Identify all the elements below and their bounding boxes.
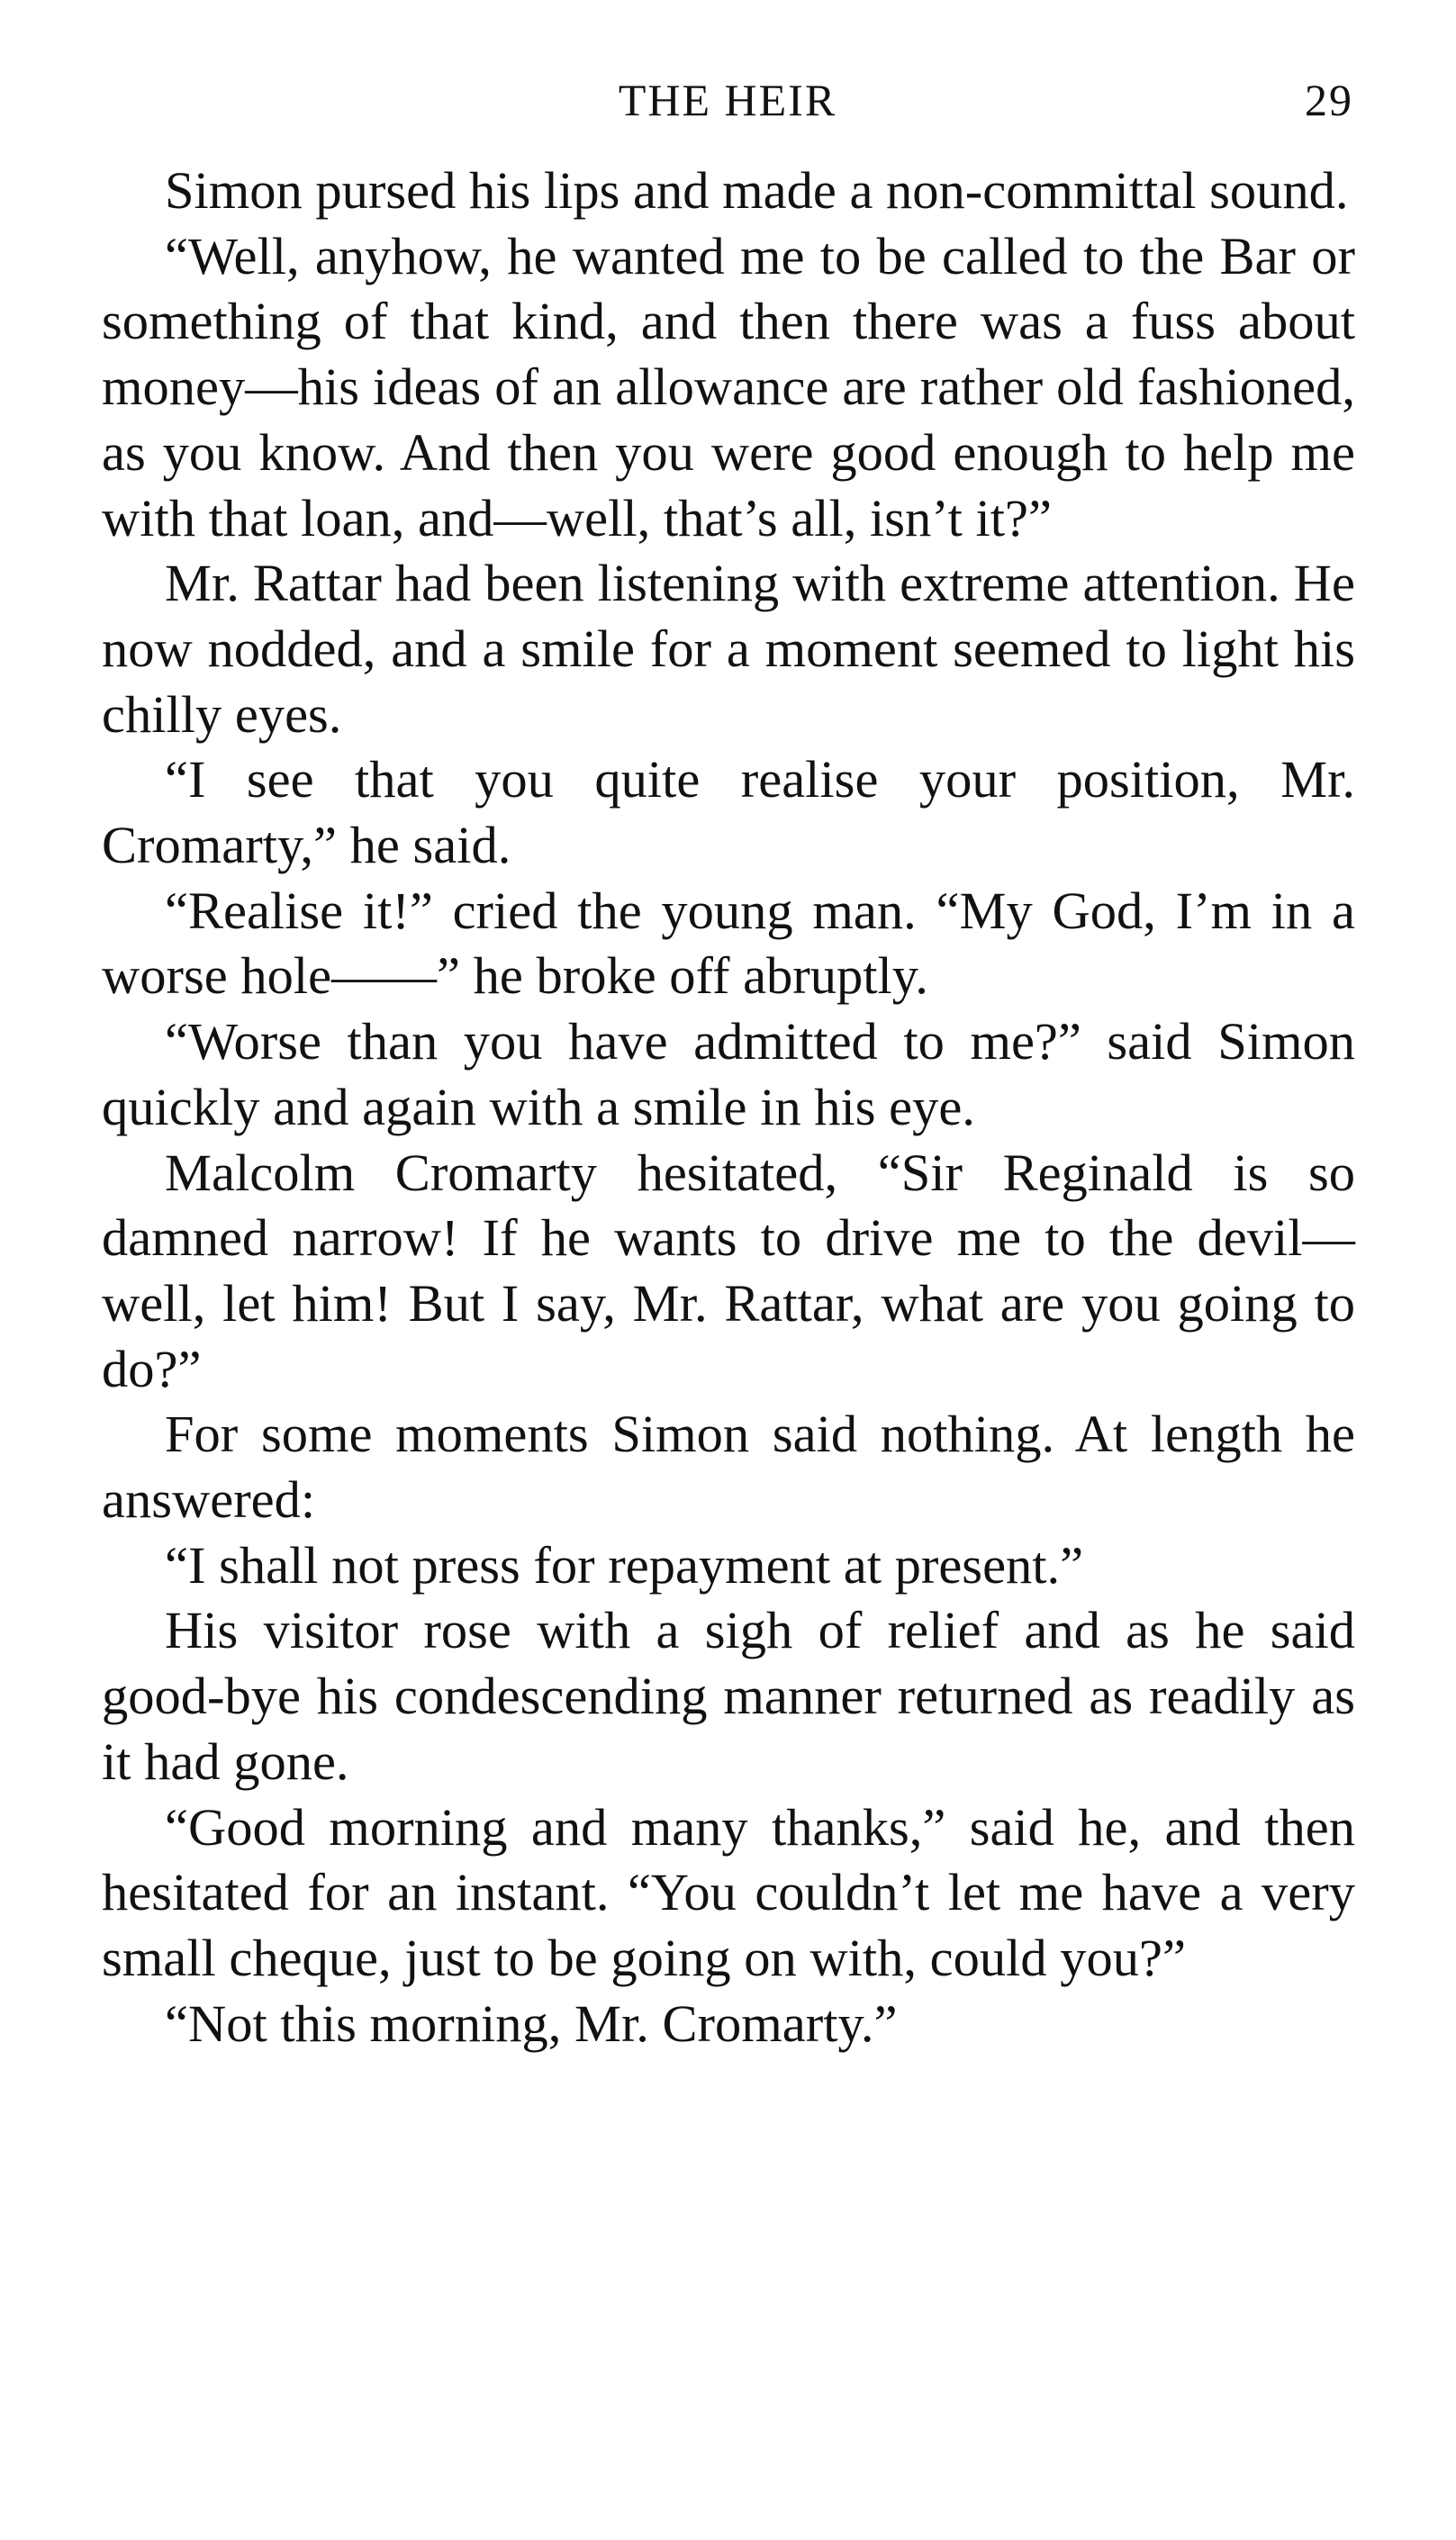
paragraph: For some moments Simon said nothing. At length he answered: [102,1405,1355,1530]
paragraph: “Well, anyhow, he wanted me to be called to the Bar or something of that kind, and then there was a fuss about money—his ideas of an allowance are rather old fashioned, as you know. And then you were good enough to help me with that loan, and—well, that’s all, isn’t it?” [102,226,1355,547]
paragraph: “I shall not press for repayment at present.” [165,1535,1084,1595]
paragraph: Simon pursed his lips and made a non-committal sound. [165,161,1349,220]
paragraph: “Realise it!” cried the young man. “My God, I’m in a worse hole——” he broke off abruptly. [102,881,1355,1006]
running-head [102,74,1353,137]
paragraph: Malcolm Cromarty hesitated, “Sir Reginald is so damned narrow! If he wants to drive me to the devil—well, let him! But I say, Mr. Rattar, what are you going to do?” [102,1143,1355,1398]
paragraph: “I see that you quite realise your position, Mr. Cromarty,” he said. [102,750,1355,875]
paragraph: “Worse than you have admitted to me?” said Simon quickly and again with a smile in his eye. [102,1012,1355,1136]
paragraph: “Good morning and many thanks,” said he, and then hesitated for an instant. “You couldn’t let me have a very small cheque, just to be going on with, could you?” [102,1797,1355,1987]
paragraph: Mr. Rattar had been listening with extreme attention. He now nodded, and a smile for a moment seemed to light his chilly eyes. [102,554,1355,744]
running-title: THE HEIR [618,75,837,125]
page-number: 29 [1305,75,1353,125]
paragraph: His visitor rose with a sigh of relief and as he said good-bye his condescending manner returned as readily as it had gone. [102,1601,1355,1791]
paragraph: “Not this morning, Mr. Cromarty.” [165,1993,898,2053]
body-text [102,158,1355,2056]
